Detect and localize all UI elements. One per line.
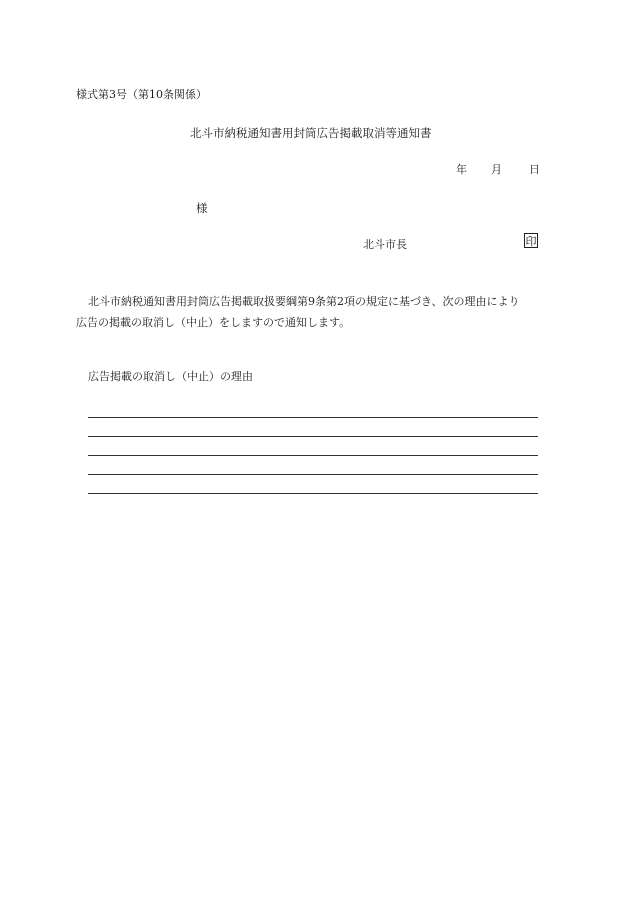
document-title: 北斗市納税通知書用封筒広告掲載取消等通知書: [190, 126, 432, 140]
date-year-label: 年: [456, 163, 467, 176]
sender-name: 北斗市長: [363, 238, 407, 251]
form-number: 様式第3号（第10条関係）: [76, 88, 207, 101]
addressee-suffix: 様: [196, 201, 208, 215]
seal-stamp-box: 印: [525, 235, 537, 248]
reason-heading: 広告掲載の取消し（中止）の理由: [88, 370, 253, 383]
reason-write-line: [88, 493, 538, 494]
reason-write-line: [88, 417, 538, 418]
date-month-label: 月: [491, 163, 502, 176]
reason-write-line: [88, 455, 538, 456]
notice-body-line-1: 北斗市納税通知書用封筒広告掲載取扱要綱第9条第2項の規定に基づき、次の理由により: [88, 295, 520, 308]
date-day-label: 日: [529, 163, 540, 176]
reason-write-line: [88, 474, 538, 475]
notice-body-line-2: 広告の掲載の取消し（中止）をしますので通知します。: [76, 316, 351, 329]
reason-write-line: [88, 436, 538, 437]
notice-body: [76, 291, 556, 333]
